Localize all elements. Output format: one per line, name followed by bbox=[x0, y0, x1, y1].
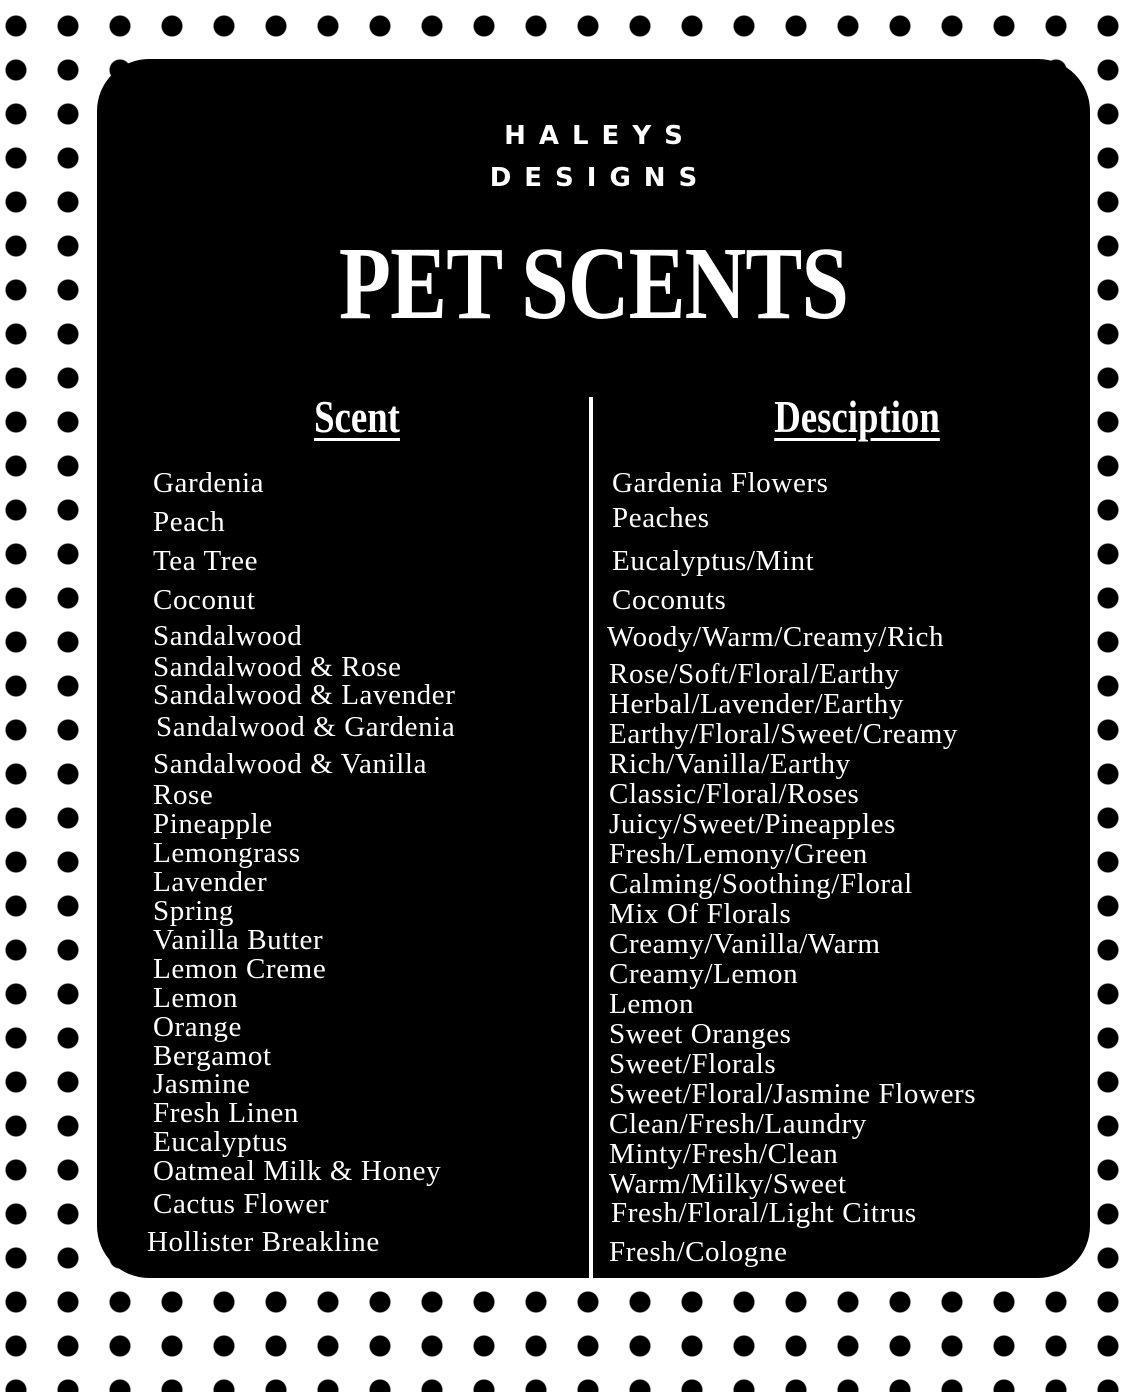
description-item: Eucalyptus/Mint bbox=[612, 545, 815, 577]
scent-item: Fresh Linen bbox=[153, 1097, 299, 1129]
description-item: Lemon bbox=[609, 988, 695, 1020]
scent-item: Sandalwood bbox=[153, 620, 303, 652]
scent-item: Lemon Creme bbox=[153, 953, 327, 985]
description-item: Creamy/Lemon bbox=[609, 958, 799, 990]
brand-line-1: HALEYS bbox=[504, 121, 696, 151]
scent-item: Orange bbox=[153, 1011, 242, 1043]
description-item: Sweet/Florals bbox=[609, 1048, 777, 1080]
description-item: Woody/Warm/Creamy/Rich bbox=[607, 621, 945, 653]
description-item: Rich/Vanilla/Earthy bbox=[609, 748, 851, 780]
description-item: Sweet Oranges bbox=[609, 1018, 792, 1050]
description-item: Juicy/Sweet/Pineapples bbox=[609, 808, 897, 840]
description-item: Fresh/Cologne bbox=[609, 1236, 788, 1268]
scent-item: Sandalwood & Rose bbox=[153, 651, 402, 683]
scent-item: Lemongrass bbox=[153, 837, 301, 869]
scent-item: Sandalwood & Gardenia bbox=[156, 711, 456, 743]
scent-item: Cactus Flower bbox=[153, 1188, 330, 1220]
scent-item: Hollister Breakline bbox=[147, 1226, 380, 1258]
description-item: Herbal/Lavender/Earthy bbox=[609, 688, 905, 720]
scent-item: Vanilla Butter bbox=[153, 924, 324, 956]
page-title: PET SCENTS bbox=[338, 226, 849, 341]
scent-item: Spring bbox=[153, 895, 234, 927]
description-item: Sweet/Floral/Jasmine Flowers bbox=[609, 1078, 977, 1110]
scent-item: Eucalyptus bbox=[153, 1126, 288, 1158]
scent-item: Rose bbox=[153, 779, 214, 811]
description-item: Classic/Floral/Roses bbox=[609, 778, 860, 810]
description-item: Coconuts bbox=[612, 584, 727, 616]
brand-line-2: DESIGNS bbox=[489, 163, 711, 193]
description-item: Fresh/Lemony/Green bbox=[609, 838, 868, 870]
column-divider bbox=[589, 397, 593, 1279]
description-item: Warm/Milky/Sweet bbox=[609, 1168, 847, 1200]
description-column-header: Desciption bbox=[774, 391, 940, 442]
scent-item: Bergamot bbox=[153, 1040, 272, 1072]
description-item: Creamy/Vanilla/Warm bbox=[609, 928, 881, 960]
scent-item: Peach bbox=[153, 506, 226, 538]
description-item: Clean/Fresh/Laundry bbox=[609, 1108, 867, 1140]
scent-item: Pineapple bbox=[153, 808, 273, 840]
scent-item: Lemon bbox=[153, 982, 239, 1014]
description-item: Mix Of Florals bbox=[609, 898, 792, 930]
description-item: Peaches bbox=[612, 502, 710, 534]
scent-item: Tea Tree bbox=[153, 545, 259, 577]
description-item: Fresh/Floral/Light Citrus bbox=[611, 1197, 917, 1229]
scent-item: Coconut bbox=[153, 584, 256, 616]
description-item: Earthy/Floral/Sweet/Creamy bbox=[609, 718, 959, 750]
scent-item: Sandalwood & Vanilla bbox=[153, 748, 428, 780]
scent-item: Sandalwood & Lavender bbox=[153, 679, 456, 711]
description-item: Calming/Soothing/Floral bbox=[609, 868, 913, 900]
scent-card bbox=[97, 59, 1090, 1278]
scent-item: Oatmeal Milk & Honey bbox=[153, 1155, 442, 1187]
scent-item: Jasmine bbox=[153, 1068, 251, 1100]
description-item: Gardenia Flowers bbox=[612, 467, 829, 499]
scent-item: Gardenia bbox=[153, 467, 265, 499]
description-item: Minty/Fresh/Clean bbox=[609, 1138, 839, 1170]
description-item: Rose/Soft/Floral/Earthy bbox=[609, 658, 900, 690]
scent-item: Lavender bbox=[153, 866, 268, 898]
scent-column-header: Scent bbox=[314, 391, 400, 442]
